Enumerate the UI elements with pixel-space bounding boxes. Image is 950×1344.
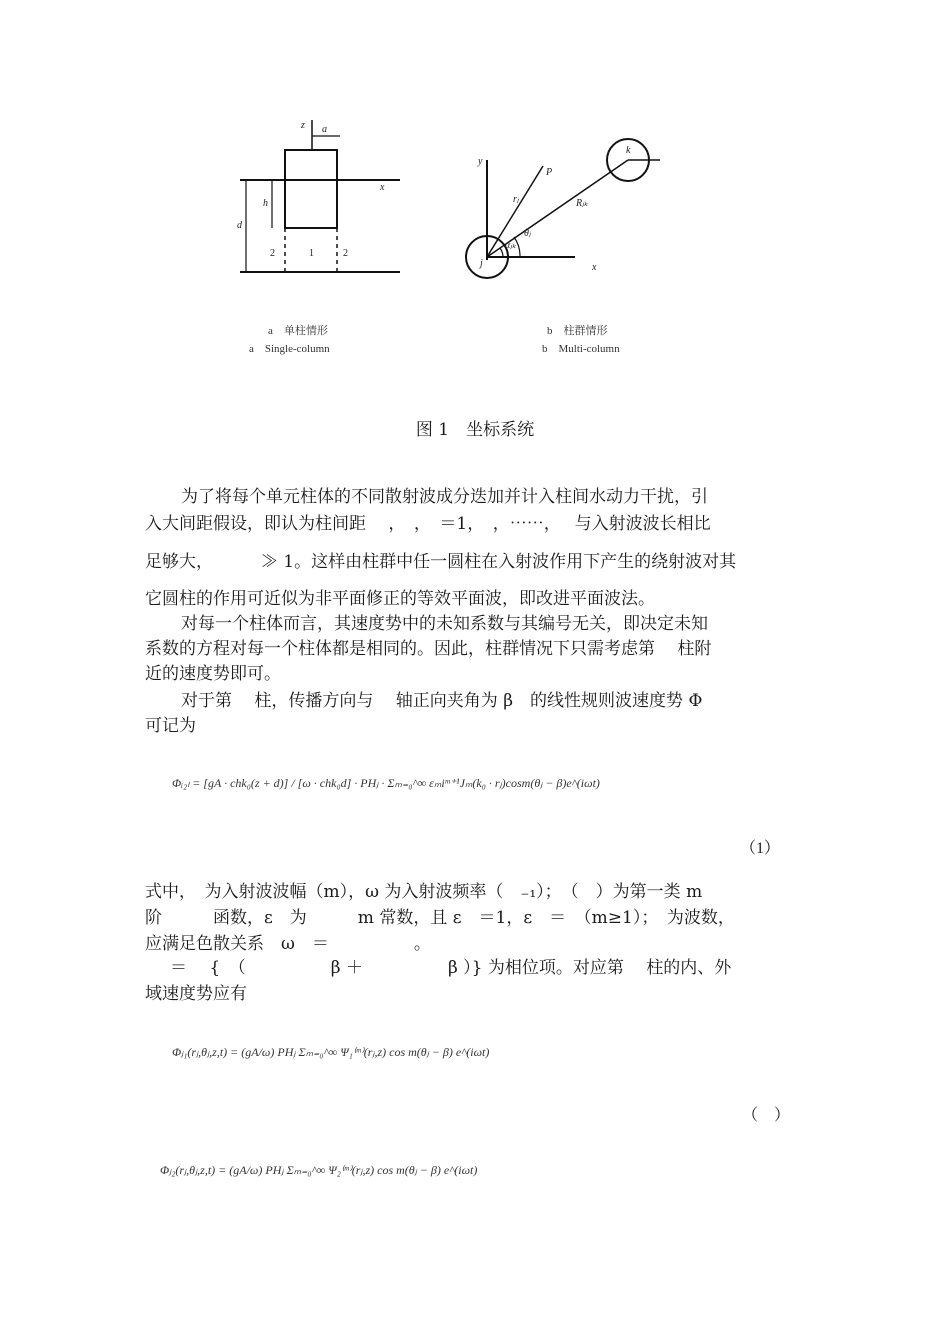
- paragraph-1-line-4: 它圆柱的作用可近似为非平面修正的等效平面波，即改进平面波法。: [145, 589, 655, 609]
- label-y: y: [478, 156, 483, 167]
- equation-3: Φⱼ₂(rⱼ,θⱼ,z,t) = (gA/ω) PHⱼ Σₘ₌₀^∞ Ψ₂⁽ᵐ⁾(rⱼ,z) cos m(θⱼ − β) e^(iωt): [160, 1163, 478, 1177]
- paragraph-3-line-1: 对于第 柱，传播方向与 轴正向夹角为 β 的线性规则波速度势 Φ: [181, 691, 703, 711]
- label-alpha: αⱼₖ: [505, 240, 517, 251]
- label-a: a: [322, 124, 327, 135]
- paragraph-2-line-3: 近的速度势即可。: [145, 664, 281, 684]
- label-x-b: x: [592, 262, 597, 273]
- paragraph-1-line-3: 足够大， ≫ 1。这样由柱群中任一圆柱在入射波作用下产生的绕射波对其: [145, 552, 737, 572]
- equation-1: Φᵢ₂ₗ = [gA · chk₀(z + d)] / [ω · chk₀d] · PHⱼ · Σₘ₌₀^∞ εₘiᵐ⁺¹Jₘ(k₀ · rⱼ)cosm(θⱼ − β)e^(iωt): [172, 776, 600, 790]
- paragraph-1-line-1: 为了将每个单元柱体的不同散射波成分迭加并计入柱间水动力干扰，引: [181, 487, 708, 507]
- paragraph-5-line-1: ＝ { （ β ＋ β ）} 为相位项。对应第 柱的内、外: [170, 958, 732, 978]
- label-j: j: [480, 258, 483, 269]
- label-2-left: 2: [270, 248, 275, 259]
- equation-2-number: （ ）: [742, 1107, 791, 1124]
- paragraph-4-line-3: 应满足色散关系 ω ＝ 。: [145, 934, 431, 954]
- paragraph-3-line-2: 可记为: [145, 716, 196, 736]
- column-rect: [285, 150, 337, 228]
- label-k: k: [626, 145, 631, 156]
- label-theta: θⱼ: [524, 228, 531, 239]
- label-Rjk: Rⱼₖ: [576, 198, 589, 209]
- paragraph-1-line-2: 入大间距假设，即认为柱间距 ， ， ＝1， ，⋯⋯， 与入射波波长相比: [145, 514, 711, 534]
- label-rj: rⱼ: [513, 194, 519, 205]
- caption-a-cn: a 单柱情形: [268, 325, 328, 337]
- label-1: 1: [309, 248, 314, 259]
- label-P: P: [546, 167, 553, 178]
- paragraph-5-line-2: 域速度势应有: [145, 984, 247, 1004]
- angle-alpha-arc: [500, 248, 503, 257]
- caption-b-en: b Multi-column: [542, 343, 620, 355]
- equation-1-number: （1）: [740, 840, 781, 857]
- label-h: h: [263, 198, 268, 209]
- figure-title: 图 1 坐标系统: [415, 420, 535, 440]
- paragraph-4-line-1: 式中， 为入射波波幅（m），ω 为入射波频率（ ₋₁）； （ ）为第一类 m: [145, 882, 703, 902]
- label-d: d: [237, 220, 242, 231]
- equation-2: Φⱼ₁(rⱼ,θⱼ,z,t) = (gA/ω) PHⱼ Σₘ₌₀^∞ Ψ₁⁽ᵐ⁾(rⱼ,z) cos m(θⱼ − β) e^(iωt): [172, 1045, 490, 1059]
- caption-a-en: a Single-column: [249, 343, 330, 355]
- paragraph-2-line-1: 对每一个柱体而言，其速度势中的未知系数与其编号无关，即决定未知: [181, 614, 708, 634]
- paragraph-2-line-2: 系数的方程对每一个柱体都是相同的。因此，柱群情况下只需考虑第 柱附: [145, 639, 712, 659]
- panel-a-single-column: [240, 120, 400, 272]
- label-2-right: 2: [343, 248, 348, 259]
- label-x-a: x: [380, 182, 385, 193]
- label-z: z: [301, 120, 305, 131]
- panel-b-multi-column: [466, 139, 660, 278]
- caption-b-cn: b 柱群情形: [547, 325, 608, 337]
- paragraph-4-line-2: 阶 函数，ε 为 m 常数，且 ε ＝1，ε ＝ （m≥1）； 为波数，: [145, 908, 735, 928]
